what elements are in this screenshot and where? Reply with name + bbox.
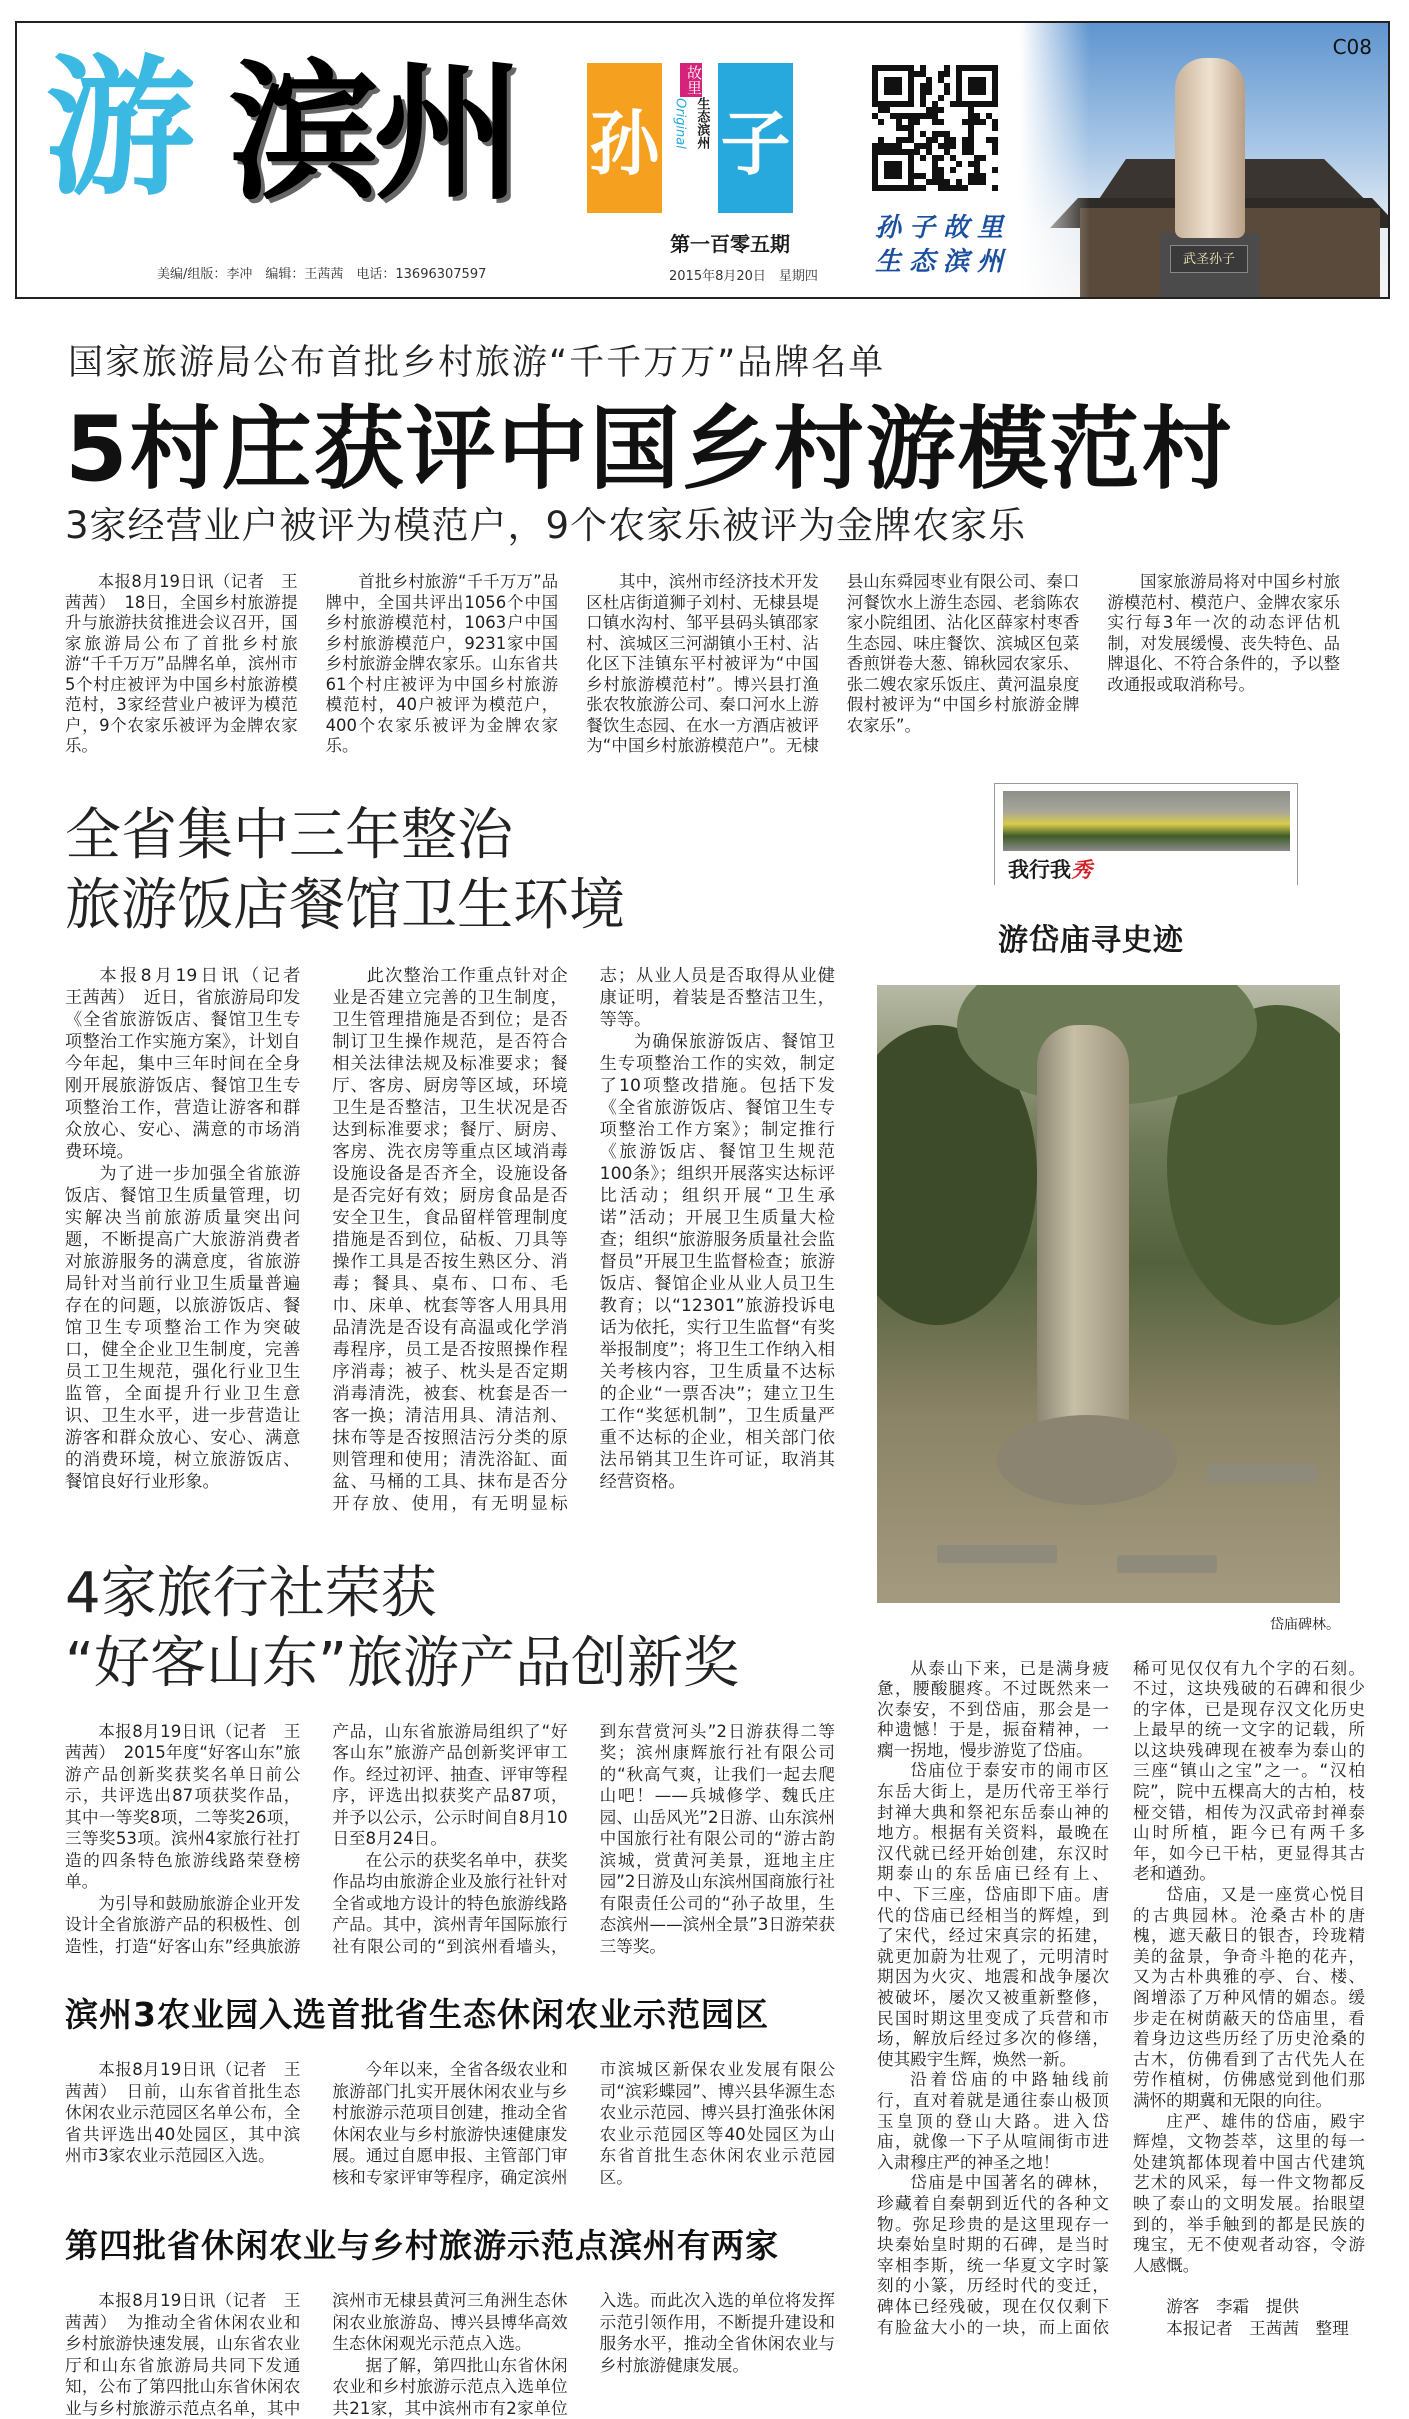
- article1-body: [65, 572, 1340, 757]
- page-number: C08: [1333, 35, 1372, 59]
- paragraph: 本报8月19日讯（记者 王茜茜） 日前，山东省首批生态休闲农业示范园区名单公布，全省共评选出40处园区，其中滨州市3家农业示范园区入选。: [65, 2059, 300, 2167]
- paragraph: 国家旅游局将对中国乡村旅游模范村、模范户、金牌农家乐实行每3年一次的动态评估机制，对发展缓慢、丧失特色、品牌退化、不符合条件的，予以整改通报或取消称号。: [1107, 572, 1340, 695]
- article3-headline-line1: 4家旅行社荣获: [65, 1559, 835, 1629]
- left-column: [65, 783, 835, 2419]
- slogan: [875, 211, 1011, 279]
- photo-caption: 岱庙碑林。: [877, 1615, 1340, 1635]
- article3-body: [65, 1721, 835, 1958]
- paragraph: 今年以来，全省各级农业和旅游部门扎实开展休闲农业与乡村旅游示范项目创建，推动全省休闲农业与乡村旅游快速健康发展。通过自愿申报、主管部门审核和专家评审等程序，确定滨州市滨城区新保农业发展有限公司“滨彩蝶园”、博兴县华源生态农业示范园、博兴县打渔张休闲农业示范园区等40处园区为山东省首批生态休闲农业示范园区。: [332, 2059, 835, 2188]
- sunzi-logo-right: 子: [718, 63, 793, 213]
- article3-headline-line2: “好客山东”旅游产品创新奖: [65, 1629, 835, 1699]
- slogan-line-1: 孙子故里: [875, 211, 1011, 245]
- article4-body: [65, 2059, 835, 2188]
- masthead: [15, 21, 1390, 299]
- article1-kicker: 国家旅游局公布首批乡村旅游“千千万万”品牌名单: [68, 340, 1365, 386]
- sunzi-logo-shengtai: 生态滨州: [693, 97, 710, 149]
- paragraph: 庄严、雄伟的岱庙，殿宇辉煌，文物荟萃，这里的每一处建筑都体现着中国古代建筑艺术的风采，每一件文物都反映了泰山的文明发展。抬眼望到的，举手触到的都是民族的瑰宝，无不使观者动容，令游人感慨。: [1133, 2112, 1365, 2277]
- sunzi-logo-guli: 故里: [680, 63, 702, 97]
- paragraph: 此次整治工作重点针对企业是否建立完善的卫生制度，卫生管理措施是否到位；是否制订卫生操作规范，是否符合相关法律法规及标准要求；餐厅、客房、厨房等区域，环境卫生是否整洁，卫生状况是否达到标准要求；餐厅、厨房、客房、洗衣房等重点区域消毒设施设备是否齐全，设施设备是否完好有效；厨房食品是否安全卫生，食品留样管理制度措施是否到位，砧板、刀具等操作工具是否按生熟区分、消毒；餐具、桌布、口布、毛巾、床单、枕套等客人用具用品清洗是否设有高温或化学消毒程序，员工是否按照操作程序消毒；被子、枕头是否定期消毒清洗，被套、枕套是否一客一换；清洁用具、清洁剂、抹布等是否按照洁污分类的原则管理和使用；清洗浴缸、面盆、马桶的工具、抹布是否分开存放、使用，有无明显标志；从业人员是否取得从业健康证明，着装是否整洁卫生，等等。: [332, 965, 835, 1515]
- paragraph: 本报8月19日讯（记者 王茜茜） 近日，省旅游局印发《全省旅游饭店、餐馆卫生专项整治工作实施方案》，计划自今年起，集中三年时间在全身刚开展旅游饭店、餐馆卫生专项整治工作，营造让游客和群众放心、安心、满意的市场消费环境。: [65, 965, 300, 1163]
- paragraph: 本报8月19日讯（记者 王茜茜） 2015年度“好客山东”旅游产品创新奖获奖名单日前公示，共评选出87项获奖作品，其中一等奖8项，二等奖26项，三等奖53项。滨州4家旅行社打造的四条特色旅游线路荣登榜单。: [65, 1721, 300, 1893]
- paragraph: 为确保旅游饭店、餐馆卫生专项整治工作的实效，制定了10项整改措施。包括下发《全省旅游饭店、餐馆卫生专项整治工作方案》；制定推行《旅游饭店、餐馆卫生规范100条》；组织开展落实达标评比活动；组织开展“卫生承诺”活动；开展卫生质量大检查；组织“旅游服务质量社会监督员”开展卫生监督检查；旅游饭店、餐馆企业从业人员卫生教育；以“12301”旅游投诉电话为依托，实行卫生监督“有奖举报制度”；将卫生工作纳入相关考核内容，卫生质量不达标的企业“一票否决”；建立卫生工作“奖惩机制”，卫生质量严重不达标的企业，相关部门依法吊销其卫生许可证，取消其经营资格。: [600, 1031, 835, 1493]
- paragraph: 沿着岱庙的中路轴线前行，直对着就是通往泰山极顶玉皇顶的登山大路。进入岱庙，就像一下子从喧闹街市进入肃穆庄严的神圣之地！: [877, 2070, 1109, 2173]
- paragraph: 在公示的获奖名单中，获奖作品均由旅游企业及旅行社针对全省或地方设计的特色旅游线路产品。其中，滨州青年国际旅行社有限公司的“到滨州看墙头，到东营赏河头”2日游获得二等奖；滨州康辉旅行社有限公司的“秋高气爽，让我们一起去爬山吧！——兵城修学、魏氏庄园、山岳风光”2日游、山东滨州中国旅行社有限公司的“游古韵滨城，赏黄河美景，逛地主庄园”2日游及山东滨州国商旅行社有限责任公司的“孙子故里，生态滨州——滨州全景”3日游荣获三等奖。: [332, 1721, 835, 1958]
- column-label-accent: 秀: [1071, 857, 1092, 882]
- sunzi-logo: [587, 63, 793, 213]
- column-banner: [994, 783, 1298, 901]
- issue-date: 2015年8月20日 星期四: [669, 265, 818, 284]
- article5-body: [65, 2290, 835, 2419]
- paragraph: 为了进一步加强全省旅游饭店、餐馆卫生质量管理，切实解决当前旅游质量突出问题，不断提高广大旅游消费者对旅游服务的满意度，省旅游局针对当前行业卫生质量普遍存在的问题，以旅游饭店、餐馆卫生专项整治工作为突破口，健全企业卫生制度，完善员工卫生规范，强化行业卫生监管，全面提升行业卫生意识、卫生水平，进一步营造让游客和群众放心、安心、满意的消费环境，树立旅游饭店、餐馆良好行业形象。: [65, 1163, 300, 1493]
- paragraph: 岱庙是中国著名的碑林，珍藏着自秦朝到近代的各种文物。弥足珍贵的是这里现存一块秦始皇时期的石碑，是当时宰相李斯，统一华夏文字时篆刻的小篆，历经时代的变迁，碑体已经残破，现在仅仅剩下有脸盆大小的一块，而上面依稀可见仅仅有九个字的石刻。不过，这块残破的石碑和很少的字体，已是现存汉文化历史上最早的统一文字的记载，所以这块残碑现在被奉为泰山的三座“镇山之宝”之一。“汉柏院”，院中五棵高大的古柏，枝桠交错，相传为汉武帝封禅泰山时所植，距今已有两千多年，如今已干枯，更显得其古老和遒劲。: [877, 1659, 1365, 2341]
- article1-subhead: 3家经营业户被评为模范户，9个农家乐被评为金牌农家乐: [65, 502, 1365, 550]
- slogan-line-2: 生态滨州: [875, 245, 1011, 279]
- page-content: [65, 340, 1365, 2419]
- stele: [1037, 1025, 1129, 1445]
- column-label-text: 我行我: [1008, 858, 1071, 882]
- statue-plaque: 武圣孙子: [1170, 245, 1248, 273]
- right-column: [877, 783, 1365, 2341]
- sunzi-logo-left: 孙: [587, 63, 662, 213]
- sunzi-logo-original: Original: [672, 98, 689, 149]
- credit-provider: 游客 李霜 提供: [1166, 2297, 1299, 2316]
- sidebar-body: [877, 1659, 1365, 2341]
- article2-headline-line2: 旅游饭店餐馆卫生环境: [65, 871, 835, 941]
- paragraph: 为引导和鼓励旅游企业开发设计全省旅游产品的积极性、创造性，打造“好客山东”经典旅游产品，山东省旅游局组织了“好客山东”旅游产品创新奖评审工作。经过初评、抽查、评审等程序，评选出拟获奖产品87项，并予以公示，公示时间自8月10日至8月24日。: [65, 1721, 568, 1958]
- paragraph: 本报8月19日讯（记者 王茜茜） 18日，全国乡村旅游提升与旅游扶贫推进会议召开，国家旅游局公布了首批乡村旅游“千千万万”品牌名单，滨州市5个村庄被评为中国乡村旅游模范村，3家经营业户被评为模范户，9个农家乐被评为金牌农家乐。: [65, 572, 298, 757]
- logo-binzhou: 滨州: [229, 59, 517, 209]
- issue-number: 第一百零五期: [670, 228, 790, 257]
- travelers-photo: [1003, 791, 1290, 851]
- sunzi-statue-photo: [1020, 23, 1390, 299]
- paragraph: 其中，滨州市经济技术开发区杜店街道狮子刘村、无棣县堤口镇水沟村、邹平县码头镇邵家村、滨城区三河湖镇小王村、沾化区下洼镇东平村被评为“中国乡村旅游模范村”。博兴县打渔张农牧旅游公司、秦口河水上游餐饮生态园、在水一方酒店被评为“中国乡村旅游模范户”。无棣县山东舜园枣业有限公司、秦口河餐饮水上游生态园、老翁陈农家小院组团、沾化区薛家村枣香生态园、味庄餐饮、滨城区包菜香煎饼卷大葱、锦秋园农家乐、张二嫂农家乐饭庄、黄河温泉度假村被评为“中国乡村旅游金牌农家乐”。: [586, 572, 1079, 757]
- article1-headline: 5村庄获评中国乡村游模范村: [65, 400, 1365, 500]
- paragraph: 岱庙位于泰安市的闹市区东岳大街上，是历代帝王举行封禅大典和祭祀东岳泰山神的地方。根据有关资料，最晚在汉代就已经开始创建，东汉时期泰山的东岳庙已经有上、中、下三座，岱庙即下庙。唐代的岱庙已经相当的辉煌，到了宋代，经过宋真宗的拓建，就更加蔚为壮观了，元明清时期因为火灾、地震和战争屡次被破坏，屡次又被重新整修，民国时期这里变成了兵营和市场，解放后经过多次的修缮，使其殿宇生辉，焕然一新。: [877, 1761, 1109, 2070]
- logo-you: 游: [45, 53, 195, 203]
- statue-figure: [1175, 58, 1245, 238]
- article4-headline: 滨州3农业园入选首批省生态休闲农业示范园区: [65, 1993, 835, 2037]
- article5-headline: 第四批省休闲农业与乡村旅游示范点滨州有两家: [65, 2224, 835, 2268]
- article2-headline-line1: 全省集中三年整治: [65, 801, 835, 871]
- stele-photo: [877, 985, 1340, 1603]
- article2-body: [65, 965, 835, 1515]
- paragraph: 本报8月19日讯（记者 王茜茜） 为推动全省休闲农业和乡村旅游快速发展，山东省农业厅和山东省旅游局共同下发通知，公布了第四批山东省休闲农业与乡村旅游示范点名单，其中滨州市无棣县黄河三角洲生态休闲农业旅游岛、博兴县博华高效生态休闲观光示范点入选。: [65, 2290, 568, 2419]
- credit-editor: 本报记者 王茜茜 整理: [1166, 2319, 1349, 2338]
- qr-code-icon: [867, 63, 1004, 193]
- sidebar-title: 游岱庙寻史迹: [998, 921, 1365, 961]
- editor-credits: 美编/组版：李冲 编辑：王茜茜 电话：13696307597: [157, 263, 486, 282]
- paragraph: 从泰山下来，已是满身疲惫，腰酸腿疼。不过既然来一次泰安，不到岱庙，那会是一种遗憾！于是，振奋精神，一瘸一拐地，慢步游览了岱庙。: [877, 1659, 1109, 1762]
- photo-credit: [1133, 2296, 1365, 2340]
- paragraph: 据了解，第四批山东省休闲农业和乡村旅游示范点入选单位共21家，其中滨州市有2家单位入选。而此次入选的单位将发挥示范引领作用，不断提升建设和服务水平，推动全省休闲农业与乡村旅游健康发展。: [332, 2290, 835, 2419]
- paragraph: 首批乡村旅游“千千万万”品牌中，全国共评出1056个中国乡村旅游模范村，1063户中国乡村旅游模范户，9231家中国乡村旅游金牌农家乐。山东省共61个村庄被评为中国乡村旅游模范村，40户被评为模范户，400个农家乐被评为金牌农家乐。: [326, 572, 559, 757]
- paragraph: 岱庙，又是一座赏心悦目的古典园林。沧桑古朴的唐槐，遮天蔽日的银杏，玲珑精美的盆景，争奇斗艳的花卉，又为古朴典雅的亭、台、楼、阁增添了万种风情的媚态。缓步走在树荫蔽天的岱庙里，看着身边这些历经了历史沧桑的古木，仿佛看到了古代先人在劳作植树，仿佛感觉到他们那满怀的期冀和无限的向往。: [1133, 1885, 1365, 2112]
- column-label: [1008, 855, 1152, 885]
